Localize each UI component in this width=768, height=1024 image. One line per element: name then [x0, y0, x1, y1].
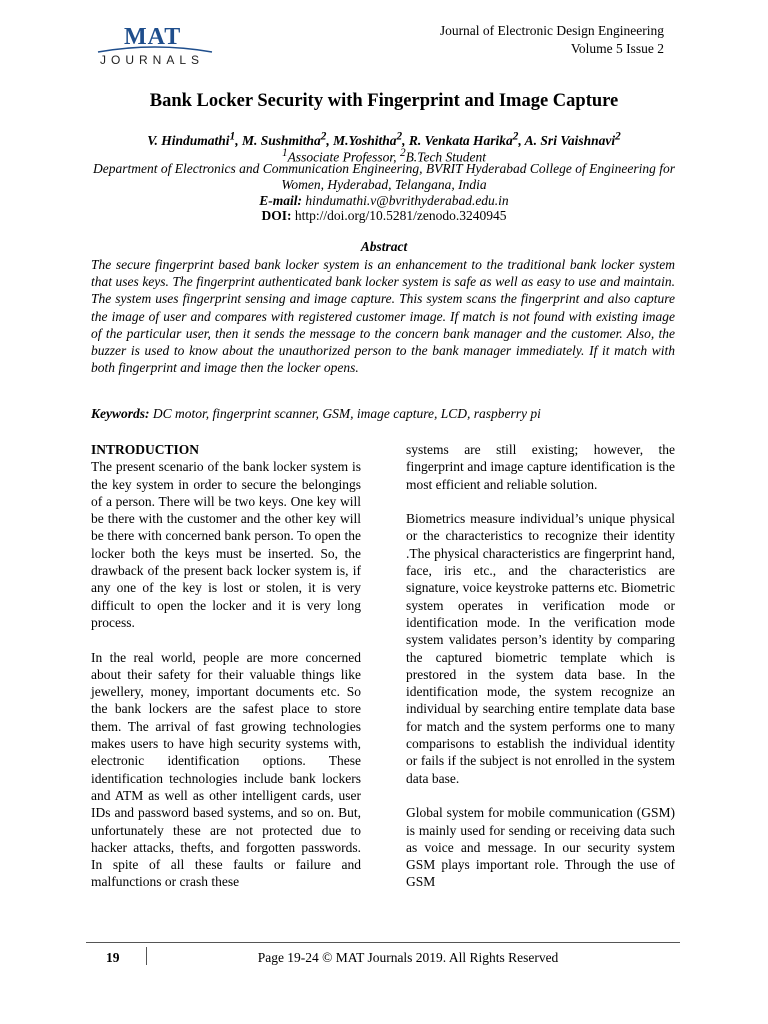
section-heading-introduction: INTRODUCTION	[91, 442, 200, 457]
doi-link[interactable]: http://doi.org/10.5281/zenodo.3240945	[294, 208, 507, 223]
author: M. Sushmitha$^2$,	[241, 130, 334, 148]
abstract-heading: Abstract	[360, 239, 408, 254]
paragraph: In the real world, people are more concerned about their safety for their valuable things like jewellery, money, important documents etc. So the bank lockers are the safest place to store them. The arrival of fast growing technologies makes users to have high security systems with, electronic identification options. These identification technologies include bank lockers and ATM as well as other intelligent cards, user IDs and password based systems, and so on. But, unfortunately these are not protected due to hacker attacks, thefts, and forgotten passwords. In spite of all these faults or failure and malfunctions or crash these	[91, 649, 361, 890]
footer-divider	[86, 942, 680, 943]
page-number: 19	[106, 950, 120, 965]
abstract-text: The secure fingerprint based bank locker system is an enhancement to the traditional bank locker system that uses keys. The fingerprint authenticated bank locker system is safe as well as easy to use and maintain. The system uses fingerprint sensing and image capture. This system scans the fingerprint and also capture the image of user and compares with registered customer image. If match is not found with existing image of the particular user, then it sends the message to the concern bank manager and the customer. Also, the buzzer is used to know about the unauthorized person to the bank manager immediately. If it match with both fingerprint and image then the locker opens.	[91, 257, 675, 376]
author: V. Hindumathi$^1$,	[147, 130, 242, 148]
keywords-label: Keywords:	[91, 406, 150, 421]
right-column	[406, 441, 675, 908]
footer-text: Page 19-24 © MAT Journals 2019. All Rights Reserved	[257, 950, 559, 965]
doi-line: DOI: http://doi.org/10.5281/zenodo.3240945	[261, 208, 507, 223]
paragraph: Biometrics measure individual’s unique physical or the characteristics to recognize their identity .The physical characteristics are fingerprint hand, face, iris etc., and the characteristics are signature, voice keystroke patterns etc. Biometric system operates in verification mode or identification mode. In the verification mode system validates person’s identity by comparing the captured biometric template which is prestored in the system data base. In the identification mode, the system recognize an individual by searching entire template data base for match and the system performs one to many comparisons to establish the individual identity or fails if the subject is not enrolled in the system data base.	[406, 511, 675, 786]
logo-journals: JOURNALS	[100, 53, 205, 67]
keywords	[91, 406, 675, 422]
department: Department of Electronics and Communication Engineering, BVRIT Hyderabad College of Engineering for Women, Hyderabad, Telangana, India	[93, 161, 675, 192]
email-address[interactable]: hindumathi.v@bvrithyderabad.edu.in	[305, 193, 509, 208]
paragraph: systems are still existing; however, the fingerprint and image capture identification is the most efficient and reliable solution.	[406, 442, 675, 492]
logo-mat: MAT	[124, 24, 182, 50]
left-column	[91, 441, 361, 908]
author: R. Venkata Harika$^2$,	[408, 130, 525, 148]
affiliation-roles: $^1$Associate Professor, $^2$B.Tech Student	[281, 147, 487, 165]
journal-name: Journal of Electronic Design Engineering	[439, 23, 664, 38]
paragraph: Global system for mobile communication (GSM) is mainly used for sending or receiving data such as voice and message. In our security system GSM plays important role. Through the use of GSM	[406, 805, 675, 890]
paper-title: Bank Locker Security with Fingerprint and Image Capture	[149, 91, 619, 111]
journal-volume: Volume 5 Issue 2	[570, 41, 664, 56]
paragraph: The present scenario of the bank locker system is the key system in order to secure the belongings of a person. There will be two keys. One key will be there with the customer and the other key will be there with concerned bank person. To open the locker both the keys must be inserted. So, the drawback of the present back locker system is, if any one of the key is lost or stolen, it is very difficult to open the locker and it is very long process.	[91, 459, 361, 630]
keywords-value: DC motor, fingerprint scanner, GSM, image capture, LCD, raspberry pi	[152, 406, 541, 421]
author: M.Yoshitha$^2$,	[333, 130, 409, 148]
email-line: E-mail: hindumathi.v@bvrithyderabad.edu.in	[259, 193, 509, 208]
author: A. Sri Vaishnavi$^2$	[524, 130, 621, 148]
